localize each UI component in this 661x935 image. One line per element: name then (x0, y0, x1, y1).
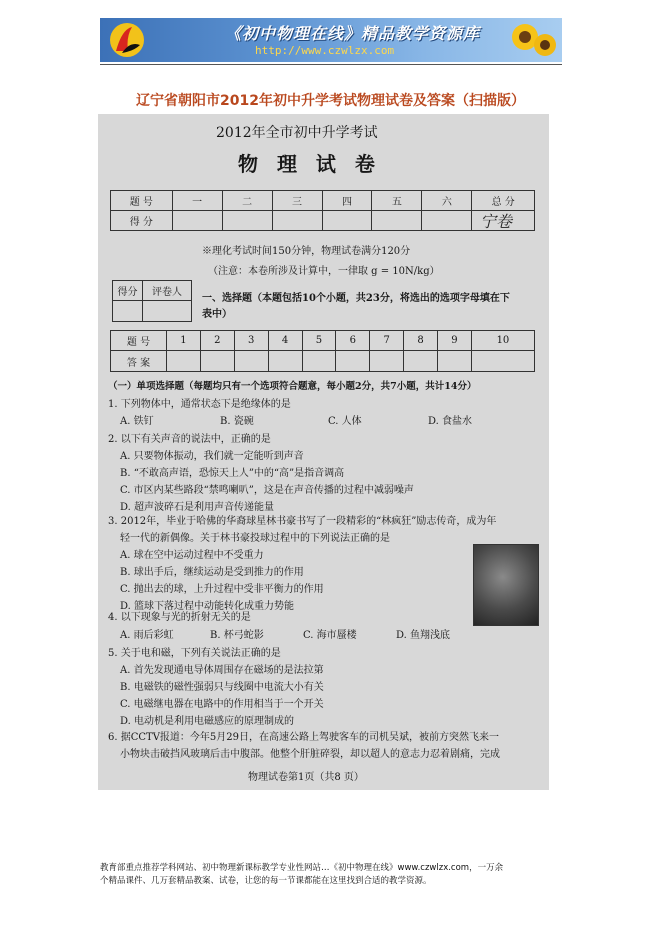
answer-header-cell: 5 (302, 331, 336, 351)
answer-cell (404, 351, 438, 372)
exam-subject: 物 理 试 卷 (238, 152, 381, 176)
question-option: C. 人体 (328, 416, 362, 427)
question-option: A. 球在空中运动过程中不受重力 (120, 550, 264, 561)
question-option: D. 食盐水 (428, 416, 473, 427)
question-stem: 小物块击破挡风玻璃后击中腹部。他整个肝脏碎裂，却以超人的意志力忍着剧痛，完成 (120, 749, 500, 760)
score-header-cell: 四 (322, 191, 372, 211)
score-header-cell: 三 (272, 191, 322, 211)
score-header-cell: 二 (222, 191, 272, 211)
banner-url[interactable]: http://www.czwlzx.com (255, 44, 395, 57)
question-option: D. 鱼翔浅底 (396, 630, 451, 641)
answer-cell (234, 351, 268, 372)
answer-header-cell: 9 (438, 331, 472, 351)
question-stem: 轻一代的新偶像。关于林书豪投球过程中的下列说法正确的是 (120, 533, 390, 544)
footer-line: 教育部重点推荐学科网站、初中物理新课标教学专业性网站…《初中物理在线》www.czwlzx.com，一万余 (100, 863, 504, 873)
question-option: A. 雨后彩虹 (120, 630, 174, 641)
score-header-cell: 五 (372, 191, 422, 211)
score-cell (322, 211, 372, 231)
answer-header-cell: 10 (471, 331, 534, 351)
answer-header-cell: 7 (370, 331, 404, 351)
question-stem: 5. 关于电和磁，下列有关说法正确的是 (108, 648, 281, 659)
answer-cell (268, 351, 302, 372)
question-option: B. 电磁铁的磁性强弱只与线圈中电流大小有关 (120, 682, 324, 693)
score-cell (422, 211, 472, 231)
question-option: A. 铁钉 (120, 416, 154, 427)
section-heading: 一、选择题（本题包括10个小题，共23分，将选出的选项字母填在下 (202, 293, 510, 304)
answer-cell (471, 351, 534, 372)
score-cell (222, 211, 272, 231)
document-title: 辽宁省朝阳市2012年初中升学考试物理试卷及答案（扫描版） (136, 93, 525, 109)
answer-header-cell: 2 (200, 331, 234, 351)
question-option: C. 电磁继电器在电路中的作用相当于一个开关 (120, 699, 324, 710)
exam-note: （注意：本卷所涉及计算中，一律取 g = 10N/kg） (208, 266, 440, 277)
answer-cell (167, 351, 201, 372)
score-cell (272, 211, 322, 231)
answer-header-cell: 8 (404, 331, 438, 351)
scanned-exam-page (98, 114, 549, 790)
score-header-cell: 总 分 (472, 191, 535, 211)
subsection-heading: （一）单项选择题（每题均只有一个选项符合题意，每小题2分，共7小题，共计14分） (108, 381, 477, 392)
question-stem: 6. 据CCTV报道：今年5月29日，在高速公路上驾驶客车的司机吴斌，被前方突然飞来一 (108, 732, 500, 743)
question-option: A. 首先发现通电导体周围存在磁场的是法拉第 (120, 665, 324, 676)
score-table (110, 190, 535, 231)
answer-header-cell: 3 (234, 331, 268, 351)
question-option: D. 电动机是利用电磁感应的原理制成的 (120, 716, 295, 727)
grader-cell (143, 301, 192, 322)
question-option: C. 市区内某些路段“禁鸣喇叭”，这是在声音传播的过程中减弱噪声 (120, 485, 414, 496)
answer-cell (438, 351, 472, 372)
question-stem: 1. 下列物体中，通常状态下是绝缘体的是 (108, 399, 291, 410)
question-option: D. 篮球下落过程中动能转化成重力势能 (120, 601, 295, 612)
page-footer (100, 862, 570, 888)
answer-header-cell: 6 (336, 331, 370, 351)
question-option: B. 球出手后，继续运动是受到推力的作用 (120, 567, 304, 578)
question-stem: 2. 以下有关声音的说法中，正确的是 (108, 434, 271, 445)
answer-cell (336, 351, 370, 372)
answer-header-cell: 4 (268, 331, 302, 351)
question-stem: 4. 以下现象与光的折射无关的是 (108, 612, 251, 623)
answer-header-cell: 1 (167, 331, 201, 351)
grader-cell (113, 301, 143, 322)
answer-cell (370, 351, 404, 372)
score-row-label: 得 分 (111, 211, 173, 231)
question-option: B. 瓷碗 (220, 416, 254, 427)
banner-title: 《初中物理在线》精品教学资源库 (225, 24, 481, 43)
score-cell (172, 211, 222, 231)
grader-cell: 得分 (113, 281, 143, 301)
grader-cell: 评卷人 (143, 281, 192, 301)
question-option: C. 海市蜃楼 (303, 630, 357, 641)
score-header-cell: 题 号 (111, 191, 173, 211)
exam-header: 2012年全市初中升学考试 (216, 125, 378, 141)
answer-table (110, 330, 535, 372)
banner-divider (100, 64, 562, 65)
question-option: A. 只要物体振动，我们就一定能听到声音 (120, 451, 304, 462)
answer-cell (200, 351, 234, 372)
question-option: B. 杯弓蛇影 (210, 630, 264, 641)
sunflower-icon (532, 32, 558, 58)
site-logo-icon (108, 21, 146, 59)
score-cell (372, 211, 422, 231)
footer-line: 个精品课件、几万套精品教案、试卷，让您的每一节课都能在这里找到合适的教学资源。 (100, 876, 432, 886)
site-banner (100, 18, 562, 62)
question-option: B. “不敢高声语，恐惊天上人”中的“高”是指音调高 (120, 468, 345, 479)
score-header-cell: 六 (422, 191, 472, 211)
grader-table (112, 280, 192, 322)
question-stem: 3. 2012年，毕业于哈佛的华裔球星林书豪书写了一段精彩的“林疯狂”励志传奇，成为年 (108, 516, 497, 527)
exam-note: ※理化考试时间150分钟，物理试卷满分120分 (202, 246, 411, 257)
basketball-photo (473, 544, 539, 626)
score-header-cell: 一 (172, 191, 222, 211)
answer-header-cell: 题 号 (111, 331, 167, 351)
question-option: D. 超声波碎石是利用声音传递能量 (120, 502, 275, 513)
answer-row-label: 答 案 (111, 351, 167, 372)
question-option: C. 抛出去的球，上升过程中受非平衡力的作用 (120, 584, 324, 595)
exam-page-footer: 物理试卷第1页（共8 页） (248, 772, 364, 783)
section-heading: 表中） (202, 309, 232, 320)
handwritten-mark: 宁卷 (480, 212, 513, 231)
answer-cell (302, 351, 336, 372)
